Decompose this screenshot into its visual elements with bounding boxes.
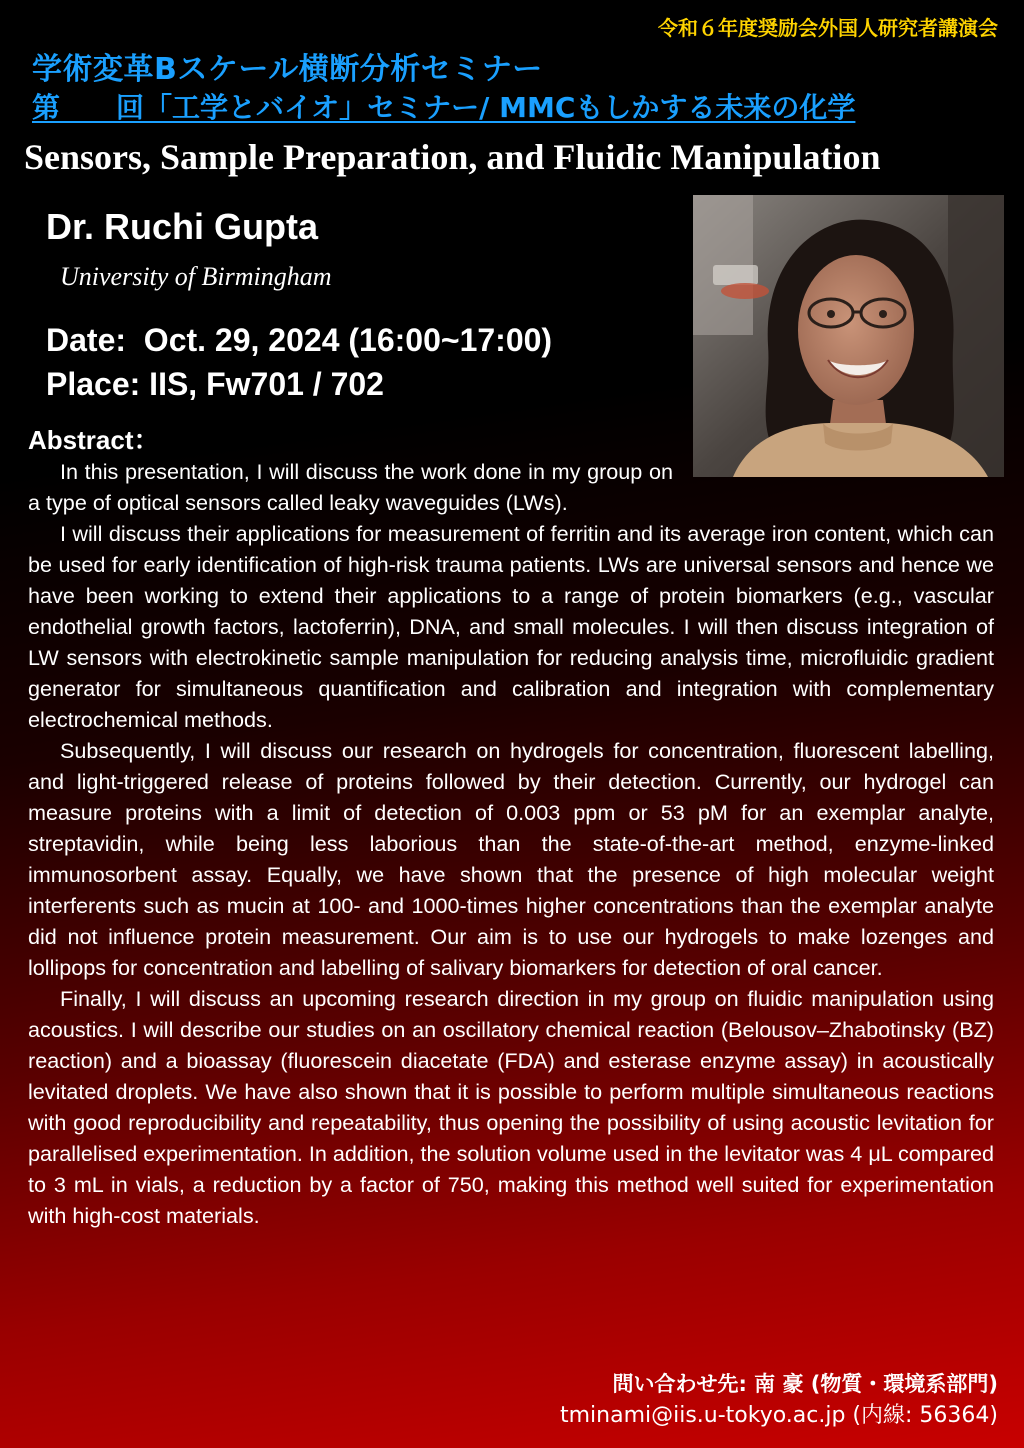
abstract-heading: Abstract：: [28, 425, 160, 455]
abstract-paragraph: I will discuss their applications for measurement of ferritin and its average iron content, which can be used for early identification of high-risk trauma patients. LWs are universal sensors and hence we have been working to extend their applications to a range of protein biomarkers (e.g., vascular endothelial growth factors, lactoferrin), DNA, and small molecules. I will then discuss integration of LW sensors with electrokinetic sample manipulation for reducing analysis time, microfluidic gradient generator for simultaneous quantification and calibration and integration with complementary electrochemical methods.: [28, 521, 994, 732]
abstract-paragraph: In this presentation, I will discuss the work done in my group on a type of optical sensors called leaky waveguides (LWs).: [28, 459, 673, 515]
abstract-paragraph: Finally, I will discuss an upcoming research direction in my group on fluidic manipulation using acoustics. I will describe our studies on an oscillatory chemical reaction (Belousov–Zhabotinsky (BZ) reaction) and a bioassay (fluorescein diacetate (FDA) and esterase enzyme assay) in acoustically levitated droplets. We have also shown that it is possible to perform multiple simultaneous reactions with good reproducibility and repeatability, thus opening the possibility of using acoustic levitation for parallelised experimentation. In addition, the solution volume used in the levitator was 4 μL compared to 3 mL in vials, a reduction by a factor of 750, making this method well suited for experimentation with high-cost materials.: [28, 986, 994, 1228]
contact-email: tminami@iis.u-tokyo.ac.jp (内線: 56364): [559, 1403, 998, 1428]
seminar-series-subtitle: 第 回「工学とバイオ」セミナー/ MMCもしかする未来の化学: [32, 91, 856, 124]
abstract-body: [28, 456, 994, 1231]
speaker-affiliation: University of Birmingham: [60, 262, 332, 291]
abstract-paragraph: Subsequently, I will discuss our research on hydrogels for concentration, fluorescent labelling, and light-triggered release of proteins followed by their detection. Currently, our hydrogel can measure proteins with a limit of detection of 0.003 ppm or 53 pM for an exemplar analyte, streptavidin, while being less laborious than the state-of-the-art method, enzyme-linked immunosorbent assay. Equally, we have shown that the presence of high molecular weight interferents such as mucin at 100- and 1000-times higher concentrations than the exemplar analyte did not influence protein measurement. Our aim is to use our hydrogels to make lozenges and lollipops for concentration and labelling of salivary biomarkers for detection of oral cancer.: [28, 738, 994, 980]
seminar-series-title: 学術変革Bスケール横断分析セミナー: [32, 52, 543, 87]
talk-place: Place: IIS, Fw701 / 702: [46, 366, 384, 402]
talk-title: Sensors, Sample Preparation, and Fluidic Manipulation: [24, 137, 881, 177]
talk-date: Date: Oct. 29, 2024 (16:00~17:00): [46, 322, 553, 358]
speaker-photo: [693, 195, 1004, 477]
event-tag: 令和６年度奨励会外国人研究者講演会: [658, 16, 998, 40]
contact-person: 問い合わせ先: 南 豪 (物質・環境系部門): [612, 1372, 998, 1396]
speaker-portrait-image: [693, 195, 1004, 477]
speaker-name: Dr. Ruchi Gupta: [46, 206, 319, 247]
